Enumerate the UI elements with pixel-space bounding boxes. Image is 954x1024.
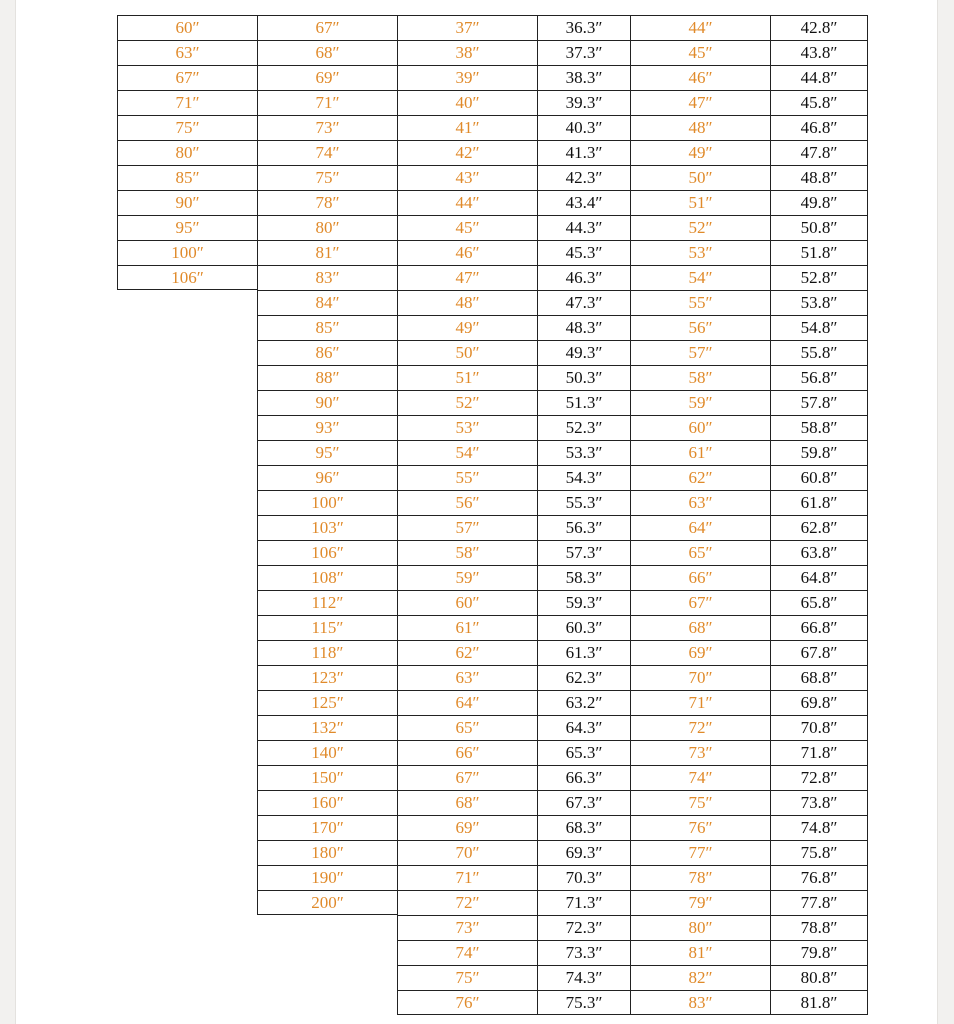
table-cell: 39.3″ <box>538 90 630 115</box>
table-cell: 46″ <box>398 240 537 265</box>
table-cell: 48″ <box>631 115 770 140</box>
table-cell: 70″ <box>631 665 770 690</box>
table-cell: 67.8″ <box>771 640 867 665</box>
table-cell: 54.8″ <box>771 315 867 340</box>
table-cell: 42.8″ <box>771 15 867 40</box>
table-cell: 52.3″ <box>538 415 630 440</box>
table-cell: 80.8″ <box>771 965 867 990</box>
table-cell: 76.8″ <box>771 865 867 890</box>
table-cell: 48.8″ <box>771 165 867 190</box>
table-cell: 123″ <box>258 665 397 690</box>
table-cell: 84″ <box>258 290 397 315</box>
table-cell: 81″ <box>631 940 770 965</box>
table-cell: 45″ <box>398 215 537 240</box>
table-cell: 55″ <box>398 465 537 490</box>
table-cell: 66.3″ <box>538 765 630 790</box>
table-cell: 48.3″ <box>538 315 630 340</box>
table-cell: 64.3″ <box>538 715 630 740</box>
table-cell: 60.3″ <box>538 615 630 640</box>
table-cell: 80″ <box>631 915 770 940</box>
table-cell: 69.3″ <box>538 840 630 865</box>
table-cell: 115″ <box>258 615 397 640</box>
table-cell: 75″ <box>631 790 770 815</box>
table-cell: 57″ <box>398 515 537 540</box>
table-cell: 81″ <box>258 240 397 265</box>
table-cell: 60″ <box>631 415 770 440</box>
table-cell: 70″ <box>398 840 537 865</box>
table-cell: 77″ <box>631 840 770 865</box>
table-cell: 68.8″ <box>771 665 867 690</box>
table-cell: 50″ <box>398 340 537 365</box>
table-cell: 47″ <box>398 265 537 290</box>
table-cell: 67″ <box>258 15 397 40</box>
table-cell: 74″ <box>631 765 770 790</box>
table-cell: 37″ <box>398 15 537 40</box>
table-cell: 72.8″ <box>771 765 867 790</box>
table-cell: 77.8″ <box>771 890 867 915</box>
table-cell: 85″ <box>118 165 257 190</box>
document-page <box>15 0 938 1024</box>
table-cell: 62″ <box>631 465 770 490</box>
table-cell: 86″ <box>258 340 397 365</box>
table-cell: 200″ <box>258 890 397 915</box>
table-column-4 <box>537 15 631 1015</box>
table-cell: 132″ <box>258 715 397 740</box>
table-cell: 45.3″ <box>538 240 630 265</box>
table-cell: 93″ <box>258 415 397 440</box>
table-cell: 73.8″ <box>771 790 867 815</box>
table-cell: 64.8″ <box>771 565 867 590</box>
table-cell: 54.3″ <box>538 465 630 490</box>
table-cell: 75.3″ <box>538 990 630 1015</box>
table-cell: 83″ <box>258 265 397 290</box>
table-cell: 55.3″ <box>538 490 630 515</box>
table-cell: 49.3″ <box>538 340 630 365</box>
table-cell: 68″ <box>258 40 397 65</box>
table-column-3 <box>397 15 538 1015</box>
table-cell: 46″ <box>631 65 770 90</box>
table-cell: 69″ <box>398 815 537 840</box>
table-cell: 58″ <box>631 365 770 390</box>
table-cell: 53″ <box>398 415 537 440</box>
table-cell: 76″ <box>398 990 537 1015</box>
table-cell: 61″ <box>398 615 537 640</box>
table-cell: 79.8″ <box>771 940 867 965</box>
table-cell: 68.3″ <box>538 815 630 840</box>
table-cell: 71.8″ <box>771 740 867 765</box>
table-cell: 71″ <box>631 690 770 715</box>
table-cell: 90″ <box>258 390 397 415</box>
table-cell: 44.3″ <box>538 215 630 240</box>
table-cell: 64″ <box>631 515 770 540</box>
table-cell: 78″ <box>631 865 770 890</box>
table-cell: 54″ <box>398 440 537 465</box>
table-cell: 56″ <box>398 490 537 515</box>
table-cell: 67.3″ <box>538 790 630 815</box>
table-cell: 65″ <box>398 715 537 740</box>
table-cell: 58.8″ <box>771 415 867 440</box>
table-column-2 <box>257 15 398 915</box>
table-cell: 43.8″ <box>771 40 867 65</box>
table-cell: 61.3″ <box>538 640 630 665</box>
table-cell: 56.3″ <box>538 515 630 540</box>
table-cell: 53.3″ <box>538 440 630 465</box>
table-cell: 190″ <box>258 865 397 890</box>
table-cell: 72.3″ <box>538 915 630 940</box>
table-cell: 71″ <box>258 90 397 115</box>
table-cell: 55″ <box>631 290 770 315</box>
table-cell: 63″ <box>631 490 770 515</box>
table-cell: 63″ <box>398 665 537 690</box>
table-cell: 57.8″ <box>771 390 867 415</box>
table-cell: 59″ <box>631 390 770 415</box>
table-cell: 38″ <box>398 40 537 65</box>
table-cell: 44″ <box>398 190 537 215</box>
table-cell: 74″ <box>258 140 397 165</box>
table-cell: 49″ <box>631 140 770 165</box>
table-cell: 78.8″ <box>771 915 867 940</box>
table-cell: 75″ <box>398 965 537 990</box>
table-cell: 80″ <box>258 215 397 240</box>
table-cell: 76″ <box>631 815 770 840</box>
table-cell: 108″ <box>258 565 397 590</box>
table-cell: 52″ <box>398 390 537 415</box>
table-cell: 46.8″ <box>771 115 867 140</box>
table-cell: 71.3″ <box>538 890 630 915</box>
table-cell: 55.8″ <box>771 340 867 365</box>
table-cell: 51.8″ <box>771 240 867 265</box>
table-cell: 37.3″ <box>538 40 630 65</box>
table-cell: 70.3″ <box>538 865 630 890</box>
table-cell: 63″ <box>118 40 257 65</box>
table-cell: 96″ <box>258 465 397 490</box>
table-cell: 58.3″ <box>538 565 630 590</box>
table-cell: 48″ <box>398 290 537 315</box>
table-cell: 69″ <box>258 65 397 90</box>
table-cell: 40.3″ <box>538 115 630 140</box>
table-cell: 50″ <box>631 165 770 190</box>
table-cell: 72″ <box>631 715 770 740</box>
table-cell: 40″ <box>398 90 537 115</box>
table-cell: 53″ <box>631 240 770 265</box>
table-cell: 100″ <box>118 240 257 265</box>
table-cell: 160″ <box>258 790 397 815</box>
table-cell: 71″ <box>398 865 537 890</box>
table-cell: 69.8″ <box>771 690 867 715</box>
table-cell: 75.8″ <box>771 840 867 865</box>
table-cell: 62.8″ <box>771 515 867 540</box>
table-cell: 41″ <box>398 115 537 140</box>
table-cell: 41.3″ <box>538 140 630 165</box>
table-cell: 52.8″ <box>771 265 867 290</box>
table-cell: 82″ <box>631 965 770 990</box>
table-cell: 43.4″ <box>538 190 630 215</box>
table-cell: 60″ <box>398 590 537 615</box>
table-cell: 49.8″ <box>771 190 867 215</box>
table-cell: 44″ <box>631 15 770 40</box>
table-cell: 54″ <box>631 265 770 290</box>
table-cell: 62.3″ <box>538 665 630 690</box>
table-cell: 90″ <box>118 190 257 215</box>
table-cell: 140″ <box>258 740 397 765</box>
table-cell: 45″ <box>631 40 770 65</box>
table-cell: 83″ <box>631 990 770 1015</box>
table-cell: 47.3″ <box>538 290 630 315</box>
table-cell: 75″ <box>258 165 397 190</box>
table-cell: 72″ <box>398 890 537 915</box>
table-cell: 59.8″ <box>771 440 867 465</box>
table-cell: 125″ <box>258 690 397 715</box>
table-cell: 60″ <box>118 15 257 40</box>
table-cell: 150″ <box>258 765 397 790</box>
table-cell: 68″ <box>631 615 770 640</box>
table-cell: 50.8″ <box>771 215 867 240</box>
table-cell: 81.8″ <box>771 990 867 1015</box>
table-cell: 106″ <box>258 540 397 565</box>
table-cell: 39″ <box>398 65 537 90</box>
table-cell: 70.8″ <box>771 715 867 740</box>
table-cell: 73″ <box>631 740 770 765</box>
table-cell: 66″ <box>631 565 770 590</box>
table-cell: 88″ <box>258 365 397 390</box>
table-cell: 49″ <box>398 315 537 340</box>
table-cell: 57.3″ <box>538 540 630 565</box>
table-cell: 73″ <box>258 115 397 140</box>
table-cell: 53.8″ <box>771 290 867 315</box>
table-cell: 56.8″ <box>771 365 867 390</box>
table-cell: 95″ <box>258 440 397 465</box>
table-cell: 36.3″ <box>538 15 630 40</box>
table-cell: 58″ <box>398 540 537 565</box>
table-cell: 42″ <box>398 140 537 165</box>
table-cell: 112″ <box>258 590 397 615</box>
table-cell: 45.8″ <box>771 90 867 115</box>
table-cell: 65.8″ <box>771 590 867 615</box>
table-cell: 78″ <box>258 190 397 215</box>
table-cell: 51″ <box>631 190 770 215</box>
table-cell: 47.8″ <box>771 140 867 165</box>
table-cell: 74″ <box>398 940 537 965</box>
table-cell: 74.8″ <box>771 815 867 840</box>
table-cell: 100″ <box>258 490 397 515</box>
table-cell: 67″ <box>631 590 770 615</box>
table-cell: 79″ <box>631 890 770 915</box>
table-cell: 65.3″ <box>538 740 630 765</box>
table-cell: 60.8″ <box>771 465 867 490</box>
table-cell: 95″ <box>118 215 257 240</box>
table-cell: 71″ <box>118 90 257 115</box>
table-column-5 <box>630 15 771 1015</box>
table-cell: 106″ <box>118 265 257 290</box>
table-cell: 47″ <box>631 90 770 115</box>
table-cell: 66″ <box>398 740 537 765</box>
table-cell: 170″ <box>258 815 397 840</box>
table-cell: 67″ <box>398 765 537 790</box>
table-cell: 68″ <box>398 790 537 815</box>
table-column-6 <box>770 15 868 1015</box>
table-cell: 180″ <box>258 840 397 865</box>
table-cell: 57″ <box>631 340 770 365</box>
table-cell: 51″ <box>398 365 537 390</box>
table-cell: 103″ <box>258 515 397 540</box>
table-cell: 63.2″ <box>538 690 630 715</box>
table-cell: 59″ <box>398 565 537 590</box>
table-cell: 73.3″ <box>538 940 630 965</box>
table-cell: 52″ <box>631 215 770 240</box>
table-cell: 43″ <box>398 165 537 190</box>
table-cell: 80″ <box>118 140 257 165</box>
table-cell: 56″ <box>631 315 770 340</box>
table-cell: 64″ <box>398 690 537 715</box>
table-cell: 38.3″ <box>538 65 630 90</box>
table-cell: 74.3″ <box>538 965 630 990</box>
table-cell: 46.3″ <box>538 265 630 290</box>
table-cell: 51.3″ <box>538 390 630 415</box>
table-cell: 75″ <box>118 115 257 140</box>
table-cell: 61.8″ <box>771 490 867 515</box>
table-cell: 69″ <box>631 640 770 665</box>
table-cell: 44.8″ <box>771 65 867 90</box>
table-cell: 118″ <box>258 640 397 665</box>
table-cell: 63.8″ <box>771 540 867 565</box>
table-cell: 73″ <box>398 915 537 940</box>
table-cell: 61″ <box>631 440 770 465</box>
table-cell: 67″ <box>118 65 257 90</box>
table-cell: 50.3″ <box>538 365 630 390</box>
table-cell: 62″ <box>398 640 537 665</box>
table-cell: 42.3″ <box>538 165 630 190</box>
table-cell: 59.3″ <box>538 590 630 615</box>
table-cell: 85″ <box>258 315 397 340</box>
table-cell: 66.8″ <box>771 615 867 640</box>
table-cell: 65″ <box>631 540 770 565</box>
table-column-1 <box>117 15 258 290</box>
